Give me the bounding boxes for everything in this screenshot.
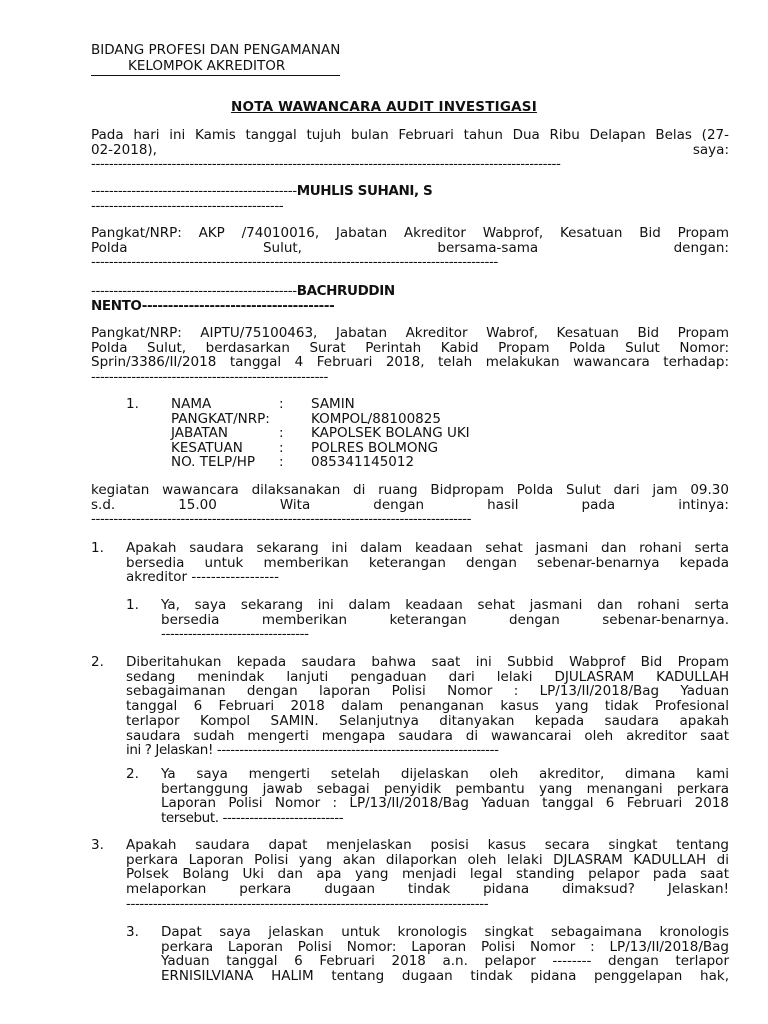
answer-line: Ya saya mengerti setelah dijelaskan oleh akreditor, dimana kami <box>161 766 729 782</box>
identity-value: 085341145012 <box>311 454 415 471</box>
question-line: sedang menindak lanjuti pengaduan dari lelaki DJULASRAM KADULLAH <box>126 668 729 685</box>
officer-1-name-block <box>91 184 729 213</box>
identity-row <box>126 455 470 470</box>
question-number: 2. <box>91 654 104 670</box>
officer-2-name: BACHRUDDIN <box>296 284 395 299</box>
answer-line: Ya, saya sekarang ini dalam keadaan sehat jasmani dan rohani serta <box>161 597 729 613</box>
identity-label: NAMA <box>171 396 212 412</box>
dash-prefix: ---------------------------------------------- <box>91 184 297 199</box>
answer-line: Yaduan tanggal 6 Februari 2018 a.n. pelapor -------- dengan terlapor <box>161 953 729 970</box>
word: pada <box>581 496 616 513</box>
question-line: sebagaimanan dengan laporan Polisi Nomor : LP/13/II/2018/Bag Yaduan <box>126 683 729 700</box>
document-title: NOTA WAWANCARA AUDIT INVESTIGASI <box>231 99 537 115</box>
header-underline <box>91 75 340 76</box>
question-line: Apakah saudara sekarang ini dalam keadaan sehat jasmani dan rohani serta <box>126 540 729 556</box>
identity-colon: : <box>279 396 284 412</box>
question-line: Apakah saudara dapat menjelaskan posisi kasus secara singkat tentang <box>126 837 729 853</box>
word: Polda <box>91 239 128 256</box>
document-header <box>91 42 340 76</box>
dash-line: ------------------------------------------------------------------------------------- <box>91 512 472 528</box>
word: hasil <box>487 496 519 513</box>
identity-colon: : <box>279 454 284 471</box>
question-line: --------------------------------------------------------------------------------- <box>126 896 489 912</box>
officer-2-details <box>91 326 729 385</box>
answer-3 <box>126 925 729 984</box>
dash-line: --------------------------------------------------------------------------------------------------------- <box>91 157 561 173</box>
activity-line: kegiatan wawancara dilaksanakan di ruang Bidpropam Polda Sulut dari jam 09.30 <box>91 482 729 498</box>
word: intinya: <box>678 496 729 513</box>
identity-value: POLRES BOLMONG <box>311 439 439 456</box>
officer-2-name-block <box>91 284 729 313</box>
officer-2-line: Polda Sulut, berdasarkan Surat Perintah Kabid Propam Polda Sulut Nomor: <box>91 339 729 356</box>
officer-1-name-line <box>91 184 729 199</box>
word: bersama-sama <box>437 239 539 256</box>
activity-line <box>91 498 729 513</box>
answer-number: 3. <box>126 924 139 940</box>
answer-line: --------------------------------- <box>161 627 309 643</box>
identity-label: JABATAN <box>171 425 228 442</box>
officer-2-name-line <box>91 284 729 299</box>
question-line: Diberitahukan kepada saudara bahwa saat ini Subbid Wabprof Bid Propam <box>126 654 729 670</box>
subject-number: 1. <box>126 396 139 412</box>
intro-line: Pada hari ini Kamis tanggal tujuh bulan Februari tahun Dua Ribu Delapan Belas (27- <box>91 127 729 143</box>
intro-line <box>91 143 729 158</box>
answer-line: ERNISILVIANA HALIM tentang dugaan tindak pidana penggelapan hak, <box>161 968 729 985</box>
identity-row <box>126 397 470 412</box>
identity-value: SAMIN <box>311 396 355 412</box>
question-1 <box>91 541 729 585</box>
answer-1 <box>126 598 729 642</box>
identity-colon <box>279 412 311 427</box>
question-line: perkara Laporan Polisi yang akan dilaporkan oleh lelaki DJLASRAM KADULLAH di <box>126 851 729 868</box>
answer-2 <box>126 767 729 826</box>
identity-colon: : <box>279 439 284 456</box>
question-line: akreditor ------------------ <box>126 569 280 586</box>
answer-line: Laporan Polisi Nomor : LP/13/II/2018/Bag Yaduan tanggal 6 Februari 2018 <box>161 795 729 812</box>
question-number: 3. <box>91 837 104 853</box>
activity-paragraph <box>91 483 729 527</box>
dash-line: ------------------------------------------------------------------------------------------- <box>91 255 498 271</box>
intro-date: 02-2018), <box>91 141 157 158</box>
dash-line: ----------------------------------------------------- <box>91 370 328 385</box>
question-line: terlapor Kompol SAMIN. Selanjutnya ditanyakan kepada saudara apakah <box>126 712 729 729</box>
officer-1-line <box>91 241 729 256</box>
identity-label: NO. TELP/HP <box>171 454 256 471</box>
word: dengan <box>373 496 425 513</box>
intro-paragraph <box>91 128 729 172</box>
question-line: melaporkan perkara dugaan tindak pidana dimaksud? Jelaskan! <box>126 881 729 898</box>
question-line: bersedia untuk memberikan keterangan dengan sebenar-benarnya kepada <box>126 554 729 571</box>
spacer <box>126 426 171 441</box>
question-line: saudara sudah mengerti mengapa saudara di wawancarai oleh akreditor saat <box>126 727 729 744</box>
answer-line: perkara Laporan Polisi Nomor: Laporan Polisi Nomor : LP/13/II/2018/Bag <box>161 938 729 955</box>
word: Sulut, <box>262 239 302 256</box>
question-line: Polsek Bolang Uki dan apa yang menjadi legal standing pelapor pada saat <box>126 866 729 883</box>
header-group: KELOMPOK AKREDITOR <box>128 58 286 74</box>
header-division: BIDANG PROFESI DAN PENGAMANAN <box>91 42 341 58</box>
answer-line: bersedia memberikan keterangan dengan sebenar-benarnya. <box>161 611 729 628</box>
officer-1-details <box>91 226 729 270</box>
identity-value: KAPOLSEK BOLANG UKI <box>311 425 470 442</box>
identity-row <box>126 441 470 456</box>
subject-identity <box>126 397 470 470</box>
identity-row <box>126 426 470 441</box>
dash-suffix: ------------------------------------- <box>141 298 335 314</box>
word: 15.00 <box>178 496 217 513</box>
officer-1-line: Pangkat/NRP: AKP /74010016, Jabatan Akreditor Wabprof, Kesatuan Bid Propam <box>91 225 729 241</box>
intro-saya: saya: <box>692 141 729 158</box>
question-line: tanggal 6 Februari 2018 dalam penanganan kasus yang tidak Profesional <box>126 698 729 715</box>
answer-number: 2. <box>126 766 139 782</box>
identity-label: PANGKAT/NRP: <box>171 410 270 427</box>
spacer <box>126 412 171 427</box>
word: s.d. <box>91 496 116 513</box>
spacer <box>126 455 171 470</box>
question-number: 1. <box>91 540 104 556</box>
answer-number: 1. <box>126 597 139 613</box>
question-2 <box>91 655 729 758</box>
question-line: ini ? Jelaskan! --------------------------------------------------------------- <box>126 743 499 758</box>
officer-2-name: NENTO <box>91 298 142 314</box>
dash-line: ------------------------------------------- <box>91 198 284 214</box>
officer-2-line: Pangkat/NRP: AIPTU/75100463, Jabatan Akreditor Wabrof, Kesatuan Bid Propam <box>91 325 729 341</box>
answer-line: tersebut. --------------------------- <box>161 811 344 826</box>
dash-prefix: ---------------------------------------------- <box>91 284 297 299</box>
officer-2-line: Sprin/3386/II/2018 tanggal 4 Februari 2018, telah melakukan wawancara terhadap: <box>91 354 729 371</box>
officer-2-name-line <box>91 299 729 314</box>
identity-value: KOMPOL/88100825 <box>311 410 441 427</box>
identity-label: KESATUAN <box>171 439 243 456</box>
identity-row <box>126 412 470 427</box>
answer-line: bertanggung jawab sebagai penyidik pembantu yang menangani perkara <box>161 780 729 797</box>
officer-1-name: MUHLIS SUHANI, S <box>296 184 433 199</box>
answer-line: Dapat saya jelaskan untuk kronologis singkat sebagaimana kronologis <box>161 924 729 940</box>
question-3 <box>91 838 729 912</box>
word: Wita <box>279 496 311 513</box>
word: dengan: <box>673 239 729 256</box>
spacer <box>126 441 171 456</box>
identity-colon: : <box>279 425 284 442</box>
